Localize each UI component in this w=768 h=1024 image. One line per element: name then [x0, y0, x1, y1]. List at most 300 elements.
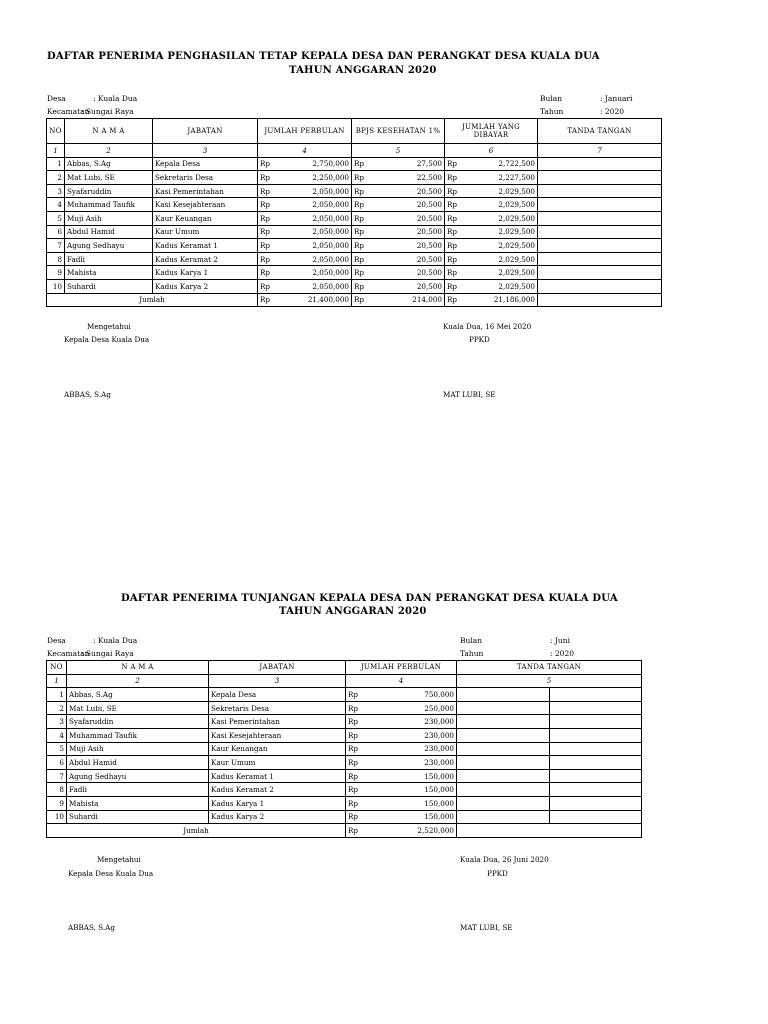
row-dibayar [445, 157, 538, 171]
currency-label: Rp [348, 757, 359, 767]
row-signature [457, 769, 642, 783]
currency-label: Rp [447, 172, 458, 182]
doc2-header-perbulan: JUMLAH PERBULAN [346, 661, 457, 675]
row-no: 6 [47, 225, 65, 239]
doc1-title-line1: DAFTAR PENERIMA PENGHASILAN TETAP KEPALA DESA DAN PERANGKAT DESA KUALA DUA [47, 51, 600, 62]
table-row [47, 715, 642, 729]
row-dibayar-value: 2,029,500 [498, 268, 535, 278]
doc1-header-perbulan: JUMLAH PERBULAN [258, 119, 352, 144]
row-dibayar-content [447, 187, 535, 196]
doc2-kepala-title: Kepala Desa Kuala Dua [68, 869, 154, 878]
row-perbulan-content [348, 717, 454, 726]
total-perbulan-value: 2,520,000 [417, 825, 454, 835]
row-perbulan-content [348, 799, 454, 808]
currency-label: Rp [348, 730, 359, 740]
row-bpjs-content [354, 173, 442, 182]
doc2-colnum: 3 [209, 674, 346, 688]
signature-split [457, 729, 550, 742]
row-perbulan [346, 796, 457, 810]
currency-label: Rp [354, 281, 365, 291]
row-signature [457, 728, 642, 742]
total-dibayar-value: 21,186,000 [493, 295, 535, 305]
doc2-tahun-label: Tahun [460, 649, 484, 658]
doc2-bulan-label: Bulan [460, 636, 483, 645]
row-dibayar [445, 225, 538, 239]
doc1-kecamatan-label: Kecamatan [47, 107, 90, 116]
row-jabatan: Kadus Keramat 2 [209, 783, 346, 797]
row-dibayar-content [447, 268, 535, 277]
row-bpjs-content [354, 282, 442, 291]
row-jabatan: Kadus Karya 1 [209, 796, 346, 810]
row-perbulan-value: 750,000 [424, 689, 454, 699]
doc1-desa-label: Desa [47, 94, 66, 103]
doc1-sign-left: ABBAS, S.Ag [64, 390, 111, 399]
row-perbulan-value: 2,050,000 [312, 213, 349, 223]
doc2-colnum: 2 [67, 674, 209, 688]
row-bpjs [352, 171, 445, 185]
row-no: 2 [47, 701, 67, 715]
row-dibayar-value: 2,029,500 [498, 254, 535, 264]
row-dibayar-content [447, 227, 535, 236]
row-signature [538, 252, 662, 266]
row-signature [457, 701, 642, 715]
row-perbulan [258, 211, 352, 225]
row-jabatan: Kepala Desa [209, 688, 346, 702]
row-perbulan-value: 230,000 [424, 744, 454, 754]
currency-label: Rp [354, 240, 365, 250]
total-bpjs-content [354, 295, 442, 304]
currency-label: Rp [260, 268, 271, 278]
row-perbulan-value: 250,000 [424, 703, 454, 713]
table-row [47, 810, 642, 824]
doc1-colnum: 4 [258, 144, 352, 158]
currency-label: Rp [260, 200, 271, 210]
row-perbulan [346, 810, 457, 824]
row-jabatan: Sekretaris Desa [209, 701, 346, 715]
currency-label: Rp [348, 798, 359, 808]
doc1-colnum: 7 [538, 144, 662, 158]
table-row [47, 157, 662, 171]
currency-label: Rp [348, 771, 359, 781]
doc1-desa-value: : Kuala Dua [93, 94, 138, 103]
doc1-colnum: 6 [445, 144, 538, 158]
row-jabatan: Kadus Karya 1 [153, 266, 258, 280]
doc2-sign-right: MAT LUBI, SE [460, 923, 513, 932]
row-bpjs [352, 279, 445, 293]
doc1-header-bpjs: BPJS KESEHATAN 1% [352, 119, 445, 144]
doc1-header-no: NO [47, 119, 65, 144]
row-dibayar-content [447, 200, 535, 209]
doc2-desa-value: : Kuala Dua [93, 636, 138, 645]
doc2-header-jabatan: JABATAN [209, 661, 346, 675]
doc1-tahun-value: : 2020 [600, 107, 624, 116]
currency-label: Rp [354, 295, 365, 305]
currency-label: Rp [447, 213, 458, 223]
row-bpjs-content [354, 255, 442, 264]
row-perbulan-value: 2,050,000 [312, 254, 349, 264]
row-perbulan-content [348, 731, 454, 740]
row-nama: Agung Sedhayu [65, 239, 153, 253]
doc1-ppkd: PPKD [469, 335, 490, 344]
doc2-tahun-value: : 2020 [550, 649, 574, 658]
doc2-title-line1: DAFTAR PENERIMA TUNJANGAN KEPALA DESA DAN PERANGKAT DESA KUALA DUA [121, 593, 618, 604]
row-bpjs-value: 20,500 [416, 213, 442, 223]
currency-label: Rp [354, 200, 365, 210]
row-perbulan [258, 266, 352, 280]
total-signature [538, 293, 662, 307]
row-no: 3 [47, 184, 65, 198]
table-row [47, 252, 662, 266]
signature-split [457, 756, 550, 769]
row-signature [457, 715, 642, 729]
row-no: 1 [47, 688, 67, 702]
row-nama: Mahista [67, 796, 209, 810]
row-nama: Muhammad Taufik [67, 728, 209, 742]
total-row [47, 824, 642, 838]
doc2-colnum: 1 [47, 674, 67, 688]
doc1-header-jabatan: JABATAN [153, 119, 258, 144]
row-bpjs-value: 20,500 [416, 227, 442, 237]
row-perbulan [258, 171, 352, 185]
currency-label: Rp [260, 254, 271, 264]
row-signature [457, 756, 642, 770]
row-no: 9 [47, 266, 65, 280]
total-signature [457, 824, 642, 838]
row-bpjs-content [354, 200, 442, 209]
total-perbulan-content [260, 295, 349, 304]
row-perbulan-content [260, 159, 349, 168]
doc2-title-line2: TAHUN ANGGARAN 2020 [279, 606, 427, 617]
doc2-header-no: NO [47, 661, 67, 675]
signature-split [457, 702, 550, 715]
signature-split [457, 715, 550, 728]
table-row [47, 279, 662, 293]
row-dibayar-value: 2,029,500 [498, 227, 535, 237]
doc2-desa-label: Desa [47, 636, 66, 645]
row-perbulan-value: 230,000 [424, 717, 454, 727]
row-nama: Abdul Hamid [67, 756, 209, 770]
row-dibayar [445, 184, 538, 198]
row-perbulan-content [348, 812, 454, 821]
currency-label: Rp [348, 717, 359, 727]
row-dibayar-value: 2,029,500 [498, 281, 535, 291]
row-perbulan-value: 2,750,000 [312, 159, 349, 169]
row-dibayar-content [447, 214, 535, 223]
row-jabatan: Kadus Karya 2 [209, 810, 346, 824]
table-row [47, 171, 662, 185]
currency-label: Rp [354, 268, 365, 278]
row-perbulan-content [260, 241, 349, 250]
currency-label: Rp [447, 240, 458, 250]
doc1-colnum: 1 [47, 144, 65, 158]
row-perbulan [258, 157, 352, 171]
currency-label: Rp [447, 200, 458, 210]
doc1-table [46, 118, 662, 307]
row-nama: Agung Sedhayu [67, 769, 209, 783]
row-bpjs-content [354, 241, 442, 250]
row-dibayar [445, 266, 538, 280]
total-perbulan-content [348, 826, 454, 835]
row-perbulan-content [348, 758, 454, 767]
row-no: 7 [47, 239, 65, 253]
row-bpjs [352, 239, 445, 253]
currency-label: Rp [260, 186, 271, 196]
row-bpjs-value: 22,500 [416, 172, 442, 182]
row-perbulan-value: 150,000 [424, 785, 454, 795]
total-label: Jumlah [47, 824, 346, 838]
row-nama: Muhammad Taufik [65, 198, 153, 212]
row-perbulan-content [260, 187, 349, 196]
table-row [47, 184, 662, 198]
row-jabatan: Kadus Karya 2 [153, 279, 258, 293]
row-nama: Abbas, S.Ag [65, 157, 153, 171]
row-perbulan-value: 150,000 [424, 798, 454, 808]
doc1-tahun-label: Tahun [540, 107, 564, 116]
table-row [47, 728, 642, 742]
row-no: 5 [47, 742, 67, 756]
row-bpjs-content [354, 187, 442, 196]
total-bpjs-value: 214,000 [412, 295, 442, 305]
doc2-table [46, 660, 642, 838]
row-signature [538, 198, 662, 212]
row-perbulan [346, 701, 457, 715]
table-row [47, 701, 642, 715]
currency-label: Rp [348, 825, 359, 835]
row-dibayar-value: 2,029,500 [498, 186, 535, 196]
row-jabatan: Kasi Kesejahteraan [209, 728, 346, 742]
row-nama: Syafaruddin [67, 715, 209, 729]
row-perbulan-content [348, 744, 454, 753]
row-nama: Mahista [65, 266, 153, 280]
table-row [47, 688, 642, 702]
row-perbulan-content [260, 282, 349, 291]
row-bpjs [352, 211, 445, 225]
total-dibayar [445, 293, 538, 307]
currency-label: Rp [354, 159, 365, 169]
row-dibayar [445, 198, 538, 212]
row-bpjs [352, 198, 445, 212]
row-nama: Muji Asih [67, 742, 209, 756]
row-perbulan-value: 2,050,000 [312, 186, 349, 196]
total-perbulan [346, 824, 457, 838]
doc1-kecamatan-value: : Sungai Raya [81, 107, 134, 116]
row-nama: Abdul Hamid [65, 225, 153, 239]
row-dibayar-value: 2,029,500 [498, 200, 535, 210]
row-dibayar-value: 2,029,500 [498, 240, 535, 250]
total-bpjs [352, 293, 445, 307]
row-nama: Mat Lubi, SE [65, 171, 153, 185]
row-perbulan-content [348, 785, 454, 794]
row-bpjs [352, 266, 445, 280]
row-no: 8 [47, 783, 67, 797]
row-signature [538, 211, 662, 225]
row-dibayar-content [447, 173, 535, 182]
row-perbulan [258, 239, 352, 253]
row-perbulan [258, 184, 352, 198]
row-dibayar-content [447, 255, 535, 264]
currency-label: Rp [260, 159, 271, 169]
total-perbulan [258, 293, 352, 307]
doc1-header-tanda-tangan: TANDA TANGAN [538, 119, 662, 144]
row-perbulan-content [348, 704, 454, 713]
row-bpjs-value: 20,500 [416, 200, 442, 210]
row-perbulan [346, 756, 457, 770]
signature-split [457, 770, 550, 783]
doc1-bulan-label: Bulan [540, 94, 563, 103]
table-row [47, 239, 662, 253]
signature-split [457, 811, 550, 824]
row-jabatan: Kaur Umum [209, 756, 346, 770]
row-signature [538, 266, 662, 280]
row-perbulan-value: 2,050,000 [312, 281, 349, 291]
row-dibayar [445, 239, 538, 253]
row-no: 3 [47, 715, 67, 729]
doc2-header-tanda-tangan: TANDA TANGAN [457, 661, 642, 675]
row-jabatan: Kepala Desa [153, 157, 258, 171]
doc1-colnum: 3 [153, 144, 258, 158]
table-row [47, 211, 662, 225]
row-jabatan: Kaur Umum [153, 225, 258, 239]
total-label: Jumlah [47, 293, 258, 307]
row-no: 4 [47, 198, 65, 212]
row-nama: Abbas, S.Ag [67, 688, 209, 702]
row-no: 4 [47, 728, 67, 742]
doc2-colnum: 4 [346, 674, 457, 688]
row-bpjs-content [354, 159, 442, 168]
row-perbulan-value: 2,050,000 [312, 268, 349, 278]
row-dibayar [445, 279, 538, 293]
row-dibayar-value: 2,722,500 [498, 159, 535, 169]
row-bpjs-value: 20,500 [416, 186, 442, 196]
row-signature [538, 184, 662, 198]
row-dibayar-content [447, 241, 535, 250]
row-jabatan: Kasi Pemerintahan [209, 715, 346, 729]
row-perbulan-value: 2,050,000 [312, 200, 349, 210]
row-perbulan [258, 252, 352, 266]
doc1-title-line2: TAHUN ANGGARAN 2020 [289, 65, 437, 76]
currency-label: Rp [354, 186, 365, 196]
doc2-kecamatan-label: Kecamatan [47, 649, 90, 658]
doc2-colnum: 5 [457, 674, 642, 688]
doc1-kepala-title: Kepala Desa Kuala Dua [64, 335, 150, 344]
row-bpjs-value: 20,500 [416, 254, 442, 264]
row-signature [457, 688, 642, 702]
doc1-bulan-value: : Januari [600, 94, 633, 103]
row-bpjs-content [354, 227, 442, 236]
currency-label: Rp [348, 703, 359, 713]
row-perbulan-value: 150,000 [424, 812, 454, 822]
table-row [47, 783, 642, 797]
row-dibayar [445, 171, 538, 185]
row-perbulan-value: 230,000 [424, 757, 454, 767]
doc1-colnum: 5 [352, 144, 445, 158]
currency-label: Rp [354, 213, 365, 223]
row-bpjs [352, 252, 445, 266]
doc2-sign-left: ABBAS, S.Ag [68, 923, 115, 932]
row-signature [538, 279, 662, 293]
row-dibayar-value: 2,227,500 [498, 172, 535, 182]
doc2-mengetahui: Mengetahui [97, 855, 141, 864]
row-perbulan [258, 279, 352, 293]
row-bpjs-content [354, 214, 442, 223]
row-perbulan-value: 2,050,000 [312, 240, 349, 250]
row-nama: Mat Lubi, SE [67, 701, 209, 715]
row-jabatan: Kaur Keuangan [209, 742, 346, 756]
row-bpjs-content [354, 268, 442, 277]
currency-label: Rp [354, 172, 365, 182]
row-perbulan-content [348, 772, 454, 781]
table-row [47, 756, 642, 770]
row-signature [538, 239, 662, 253]
currency-label: Rp [260, 213, 271, 223]
row-perbulan [346, 688, 457, 702]
doc1-header-dibayar: JUMLAH YANG DIBAYAR [445, 119, 538, 144]
row-bpjs-value: 20,500 [416, 281, 442, 291]
currency-label: Rp [447, 281, 458, 291]
row-nama: Suhardi [67, 810, 209, 824]
row-bpjs-value: 20,500 [416, 268, 442, 278]
row-perbulan-value: 2,250,000 [312, 172, 349, 182]
row-signature [457, 796, 642, 810]
row-dibayar-value: 2,029,500 [498, 213, 535, 223]
row-perbulan [346, 769, 457, 783]
row-signature [538, 157, 662, 171]
doc1-header-nama: N A M A [65, 119, 153, 144]
doc2-ppkd: PPKD [487, 869, 508, 878]
row-no: 10 [47, 810, 67, 824]
row-jabatan: Kasi Pemerintahan [153, 184, 258, 198]
row-no: 5 [47, 211, 65, 225]
doc1-mengetahui: Mengetahui [87, 322, 131, 331]
currency-label: Rp [447, 159, 458, 169]
table-row [47, 198, 662, 212]
doc1-colnum: 2 [65, 144, 153, 158]
currency-label: Rp [447, 254, 458, 264]
row-perbulan-value: 230,000 [424, 730, 454, 740]
row-perbulan-content [260, 214, 349, 223]
currency-label: Rp [348, 744, 359, 754]
row-perbulan [346, 728, 457, 742]
signature-split [457, 743, 550, 756]
row-dibayar [445, 252, 538, 266]
row-perbulan [346, 783, 457, 797]
row-perbulan-content [260, 173, 349, 182]
row-jabatan: Kadus Keramat 1 [153, 239, 258, 253]
row-signature [538, 225, 662, 239]
row-perbulan-value: 2,050,000 [312, 227, 349, 237]
table-row [47, 796, 642, 810]
total-row [47, 293, 662, 307]
table-row [47, 266, 662, 280]
doc2-place-date: Kuala Dua, 26 Juni 2020 [460, 855, 549, 864]
currency-label: Rp [260, 281, 271, 291]
row-signature [457, 742, 642, 756]
row-no: 1 [47, 157, 65, 171]
row-dibayar [445, 211, 538, 225]
row-perbulan-content [260, 200, 349, 209]
row-perbulan-content [260, 227, 349, 236]
doc1-place-date: Kuala Dua, 16 Mei 2020 [443, 322, 532, 331]
currency-label: Rp [348, 785, 359, 795]
row-no: 10 [47, 279, 65, 293]
row-jabatan: Kaur Keuangan [153, 211, 258, 225]
row-dibayar-content [447, 282, 535, 291]
row-signature [538, 171, 662, 185]
currency-label: Rp [354, 227, 365, 237]
row-bpjs-value: 27,500 [416, 159, 442, 169]
row-bpjs [352, 225, 445, 239]
row-nama: Fadli [65, 252, 153, 266]
